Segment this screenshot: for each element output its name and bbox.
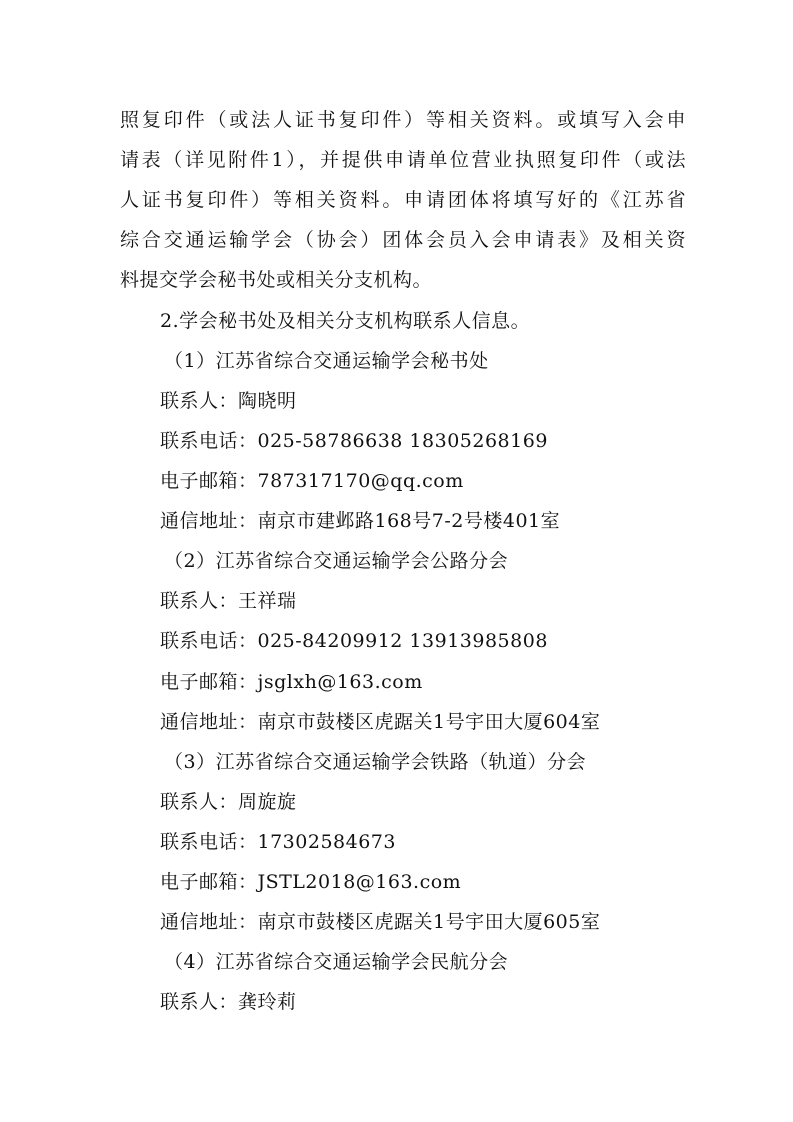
contact-org-title: （4）江苏省综合交通运输学会民航分会 <box>164 951 509 973</box>
contact-person: 联系人：周旋旋 <box>160 791 297 813</box>
contact-person: 联系人：王祥瑞 <box>160 590 297 612</box>
contact-address: 通信地址：南京市建邺路168号7-2号楼401室 <box>160 510 561 532</box>
paragraph-line: 料提交学会秘书处或相关分支机构。 <box>120 269 433 291</box>
contact-person: 联系人：龚玲莉 <box>160 991 297 1013</box>
contact-person: 联系人：陶晓明 <box>160 390 297 412</box>
contact-org-title: （1）江苏省综合交通运输学会秘书处 <box>164 350 489 372</box>
paragraph-line: 综合交通运输学会（协会）团体会员入会申请表》及相关资 <box>120 229 686 251</box>
paragraph-line: 人证书复印件）等相关资料。申请团体将填写好的《江苏省 <box>120 189 686 211</box>
paragraph-line: 照复印件（或法人证书复印件）等相关资料。或填写入会申 <box>120 109 686 131</box>
section-heading: 2.学会秘书处及相关分支机构联系人信息。 <box>160 310 531 332</box>
contact-org-title: （2）江苏省综合交通运输学会公路分会 <box>164 550 509 572</box>
contact-phone: 联系电话：025-84209912 13913985808 <box>160 630 548 652</box>
contact-email: 电子邮箱：787317170@qq.com <box>160 470 464 492</box>
contact-email: 电子邮箱：jsglxh@163.com <box>160 671 423 693</box>
contact-phone: 联系电话：17302584673 <box>160 831 396 853</box>
contact-phone: 联系电话：025-58786638 18305268169 <box>160 430 548 452</box>
paragraph-line: 请表（详见附件1），并提供申请单位营业执照复印件（或法 <box>120 149 686 171</box>
contact-email: 电子邮箱：JSTL2018@163.com <box>160 871 462 893</box>
contact-address: 通信地址：南京市鼓楼区虎踞关1号宇田大厦604室 <box>160 711 601 733</box>
contact-org-title: （3）江苏省综合交通运输学会铁路（轨道）分会 <box>164 751 587 773</box>
contact-address: 通信地址：南京市鼓楼区虎踞关1号宇田大厦605室 <box>160 911 601 933</box>
